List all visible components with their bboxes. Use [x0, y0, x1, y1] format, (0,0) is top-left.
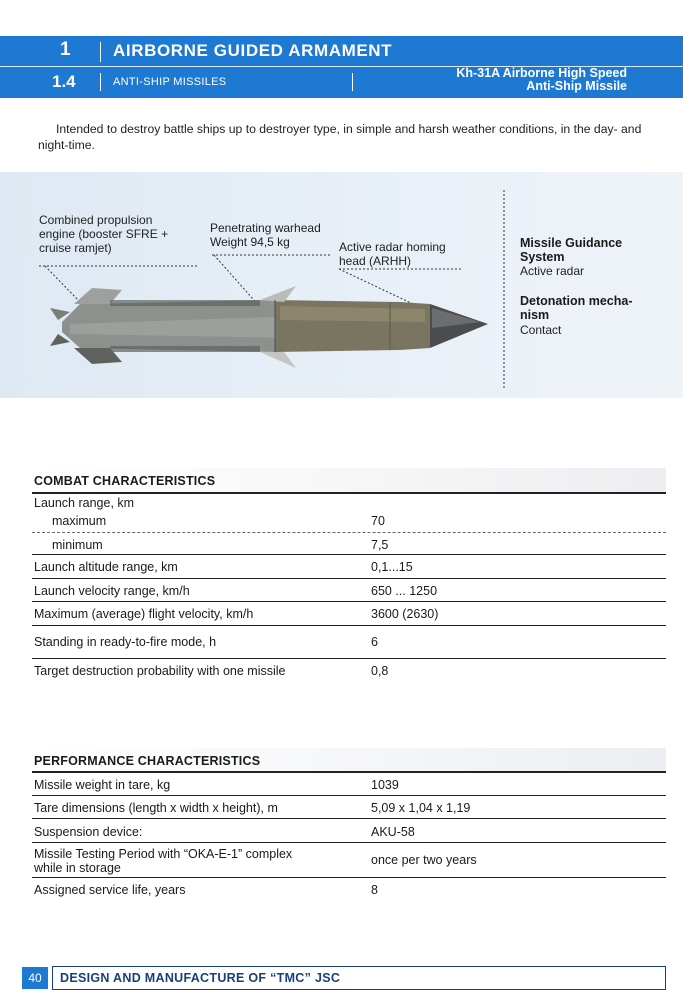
- missile-body: [50, 286, 488, 368]
- row-label: Assigned service life, years: [34, 883, 186, 897]
- row-value: 0,8: [371, 664, 389, 678]
- missile-illustration: [0, 172, 683, 398]
- row-label: [34, 847, 292, 875]
- detonation-title: [520, 294, 633, 322]
- table-rule: [32, 578, 666, 579]
- intro-paragraph: Intended to destroy battle ships up to destroyer type, in simple and harsh weather conditions, in the day- and night-time.: [38, 122, 642, 152]
- callout-line: Active radar homing: [339, 240, 446, 254]
- table-rule: [32, 795, 666, 796]
- performance-title: PERFORMANCE CHARACTERISTICS: [34, 754, 261, 768]
- callout-line: engine (booster SFRE +: [39, 227, 169, 241]
- row-value: AKU-58: [371, 825, 415, 839]
- section-title: AIRBORNE GUIDED ARMAMENT: [113, 41, 393, 60]
- table-rule: [32, 877, 666, 878]
- table-rule: [32, 532, 666, 533]
- performance-table: [32, 748, 666, 908]
- header-bar: [100, 42, 101, 62]
- product-title-line: Anti-Ship Missile: [526, 79, 627, 93]
- subsection-title: ANTI-SHIP MISSILES: [113, 76, 227, 88]
- leader-line: [214, 255, 260, 307]
- row-value: 70: [371, 514, 385, 528]
- header-bar: [352, 73, 353, 91]
- row-label-line: while in storage: [34, 861, 121, 875]
- row-label-line: Missile Testing Period with “OKA-E-1” complex: [34, 847, 293, 861]
- row-label: Launch velocity range, km/h: [34, 584, 190, 598]
- row-label: Target destruction probability with one missile: [34, 664, 286, 678]
- product-title-line: Kh-31A Airborne High Speed: [456, 66, 627, 80]
- row-value: 8: [371, 883, 378, 897]
- header-bar: [100, 73, 101, 91]
- callout-line: Penetrating warhead: [210, 221, 321, 235]
- callout-line: cruise ramjet): [39, 241, 112, 255]
- row-label: Missile weight in tare, kg: [34, 778, 171, 792]
- row-value: 3600 (2630): [371, 607, 439, 621]
- table-rule: [32, 492, 666, 494]
- row-value: 6: [371, 635, 378, 649]
- row-value: 5,09 x 1,04 x 1,19: [371, 801, 471, 815]
- footer-title: DESIGN AND MANUFACTURE OF “TMC” JSC: [60, 971, 341, 985]
- row-value: 650 ... 1250: [371, 584, 438, 598]
- table-rule: [32, 771, 666, 773]
- table-rule: [32, 625, 666, 626]
- guidance-title: [520, 236, 622, 264]
- combat-table: [32, 468, 666, 688]
- row-label: minimum: [52, 538, 103, 552]
- row-label: Launch altitude range, km: [34, 560, 178, 574]
- row-label: Standing in ready-to-fire mode, h: [34, 635, 217, 649]
- row-label: Suspension device:: [34, 825, 143, 839]
- leader-line: [45, 266, 78, 300]
- row-label: Tare dimensions (length x width x height), m: [34, 801, 278, 815]
- table-rule: [32, 601, 666, 602]
- guidance-value: Active radar: [520, 264, 585, 278]
- callout-line: head (ARHH): [339, 254, 412, 268]
- section-number: 1: [60, 39, 71, 60]
- table-rule: [32, 842, 666, 843]
- row-label: Maximum (average) flight velocity, km/h: [34, 607, 254, 621]
- detonation-value: Contact: [520, 323, 562, 337]
- row-value: once per two years: [371, 853, 477, 867]
- guidance-title-line: System: [520, 250, 565, 264]
- table-rule: [32, 658, 666, 659]
- page-number: 40: [22, 967, 48, 989]
- table-rule: [32, 818, 666, 819]
- row-value: 1039: [371, 778, 399, 792]
- row-value: 0,1...15: [371, 560, 413, 574]
- detonation-title-line: nism: [520, 308, 550, 322]
- row-label: Launch range, km: [34, 496, 135, 510]
- row-label: maximum: [52, 514, 107, 528]
- callout-line: Combined propulsion: [39, 213, 153, 227]
- table-rule: [32, 554, 666, 555]
- callout-line: Weight 94,5 kg: [210, 235, 290, 249]
- page-header: [0, 36, 683, 98]
- product-title: [370, 67, 627, 93]
- guidance-title-line: Missile Guidance: [520, 236, 623, 250]
- detonation-title-line: Detonation mecha-: [520, 294, 633, 308]
- combat-title: COMBAT CHARACTERISTICS: [34, 474, 216, 488]
- row-value: 7,5: [371, 538, 389, 552]
- subsection-number: 1.4: [52, 72, 76, 91]
